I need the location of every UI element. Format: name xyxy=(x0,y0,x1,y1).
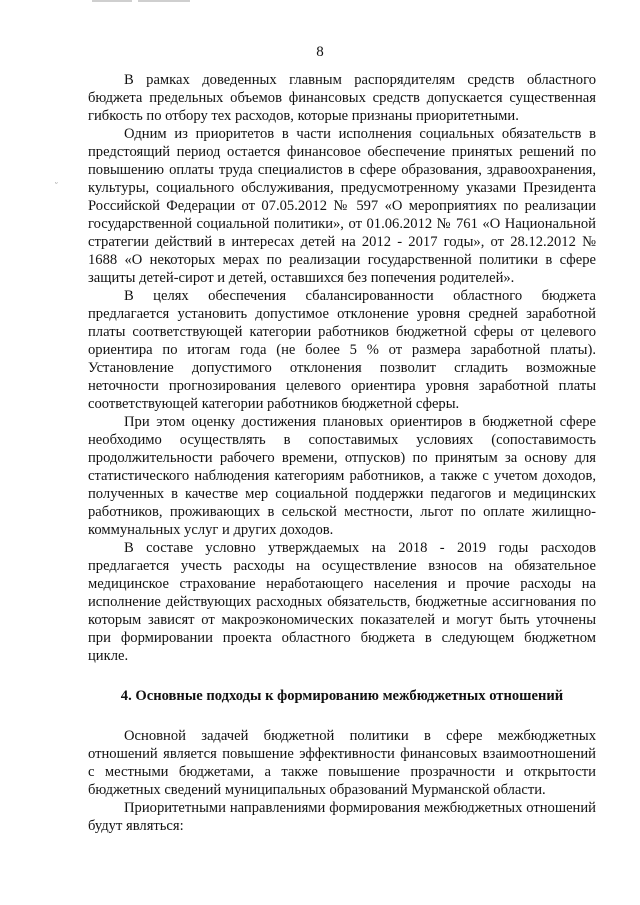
margin-mark: ᵕ xyxy=(55,178,58,188)
paragraph: Одним из приоритетов в части исполнения социальных обязательств в предстоящий период остается финансовое обеспечение принятых решений по повышению оплаты труда специалистов в сфере образования, здравоохранения, культуры, социального обслуживания, предусмотренному указами Президента Российской Федерации от 07.05.2012 № 597 «О мероприятиях по реализации государственной социальной политики», от 01.06.2012 № 761 «О Национальной стратегии действий в интересах детей на 2012 - 2017 годы», от 28.12.2012 № 1688 «О некоторых мерах по реализации государственной политики в сфере защиты детей-сирот и детей, оставшихся без попечения родителей». xyxy=(88,126,596,286)
document-body xyxy=(88,71,596,835)
section-heading: 4. Основные подходы к формированию межбюджетных отношений xyxy=(120,688,564,704)
paragraph: Приоритетными направлениями формирования межбюджетных отношений будут являться: xyxy=(88,800,596,834)
page-number: 8 xyxy=(316,44,324,60)
paragraph: В рамках доведенных главным распорядителям средств областного бюджета предельных объемов финансовых средств допускается существенная гибкость по отбору тех расходов, которые признаны приоритетными. xyxy=(88,72,596,124)
paragraph: В составе условно утверждаемых на 2018 - 2019 годы расходов предлагается учесть расходы на осуществление взносов на обязательное медицинское страхование неработающего населения и прочие расходы на исполнение действующих расходных обязательств, бюджетные ассигнования по которым зависят от макроэкономических показателей и могут быть уточнены при формировании проекта областного бюджета в следующем бюджетном цикле. xyxy=(88,540,596,664)
scan-edge-mark xyxy=(92,0,132,2)
paragraph: Основной задачей бюджетной политики в сфере межбюджетных отношений является повышение эффективности финансовых взаимоотношений с местными бюджетами, а также повышение прозрачности и открытости бюджетных сведений муниципальных образований Мурманской области. xyxy=(88,728,596,798)
paragraph: При этом оценку достижения плановых ориентиров в бюджетной сфере необходимо осуществлять в сопоставимых условиях (сопоставимость продолжительности рабочего времени, отпусков) по принятым за основу для статистического наблюдения категориям работников, а также с учетом доходов, полученных в качестве мер социальной поддержки педагогов и медицинских работников, проживающих в сельской местности, льгот по оплате жилищно-коммунальных услуг и других доходов. xyxy=(88,414,596,538)
scan-edge-mark xyxy=(138,0,190,2)
paragraph: В целях обеспечения сбалансированности областного бюджета предлагается установить допустимое отклонение уровня средней заработной платы соответствующей категории работников бюджетной сферы от целевого ориентира по итогам года (не более 5 % от размера заработной платы). Установление допустимого отклонения позволит сгладить возможные неточности прогнозирования целевого ориентира уровня заработной платы соответствующей категории работников бюджетной сферы. xyxy=(88,288,596,412)
